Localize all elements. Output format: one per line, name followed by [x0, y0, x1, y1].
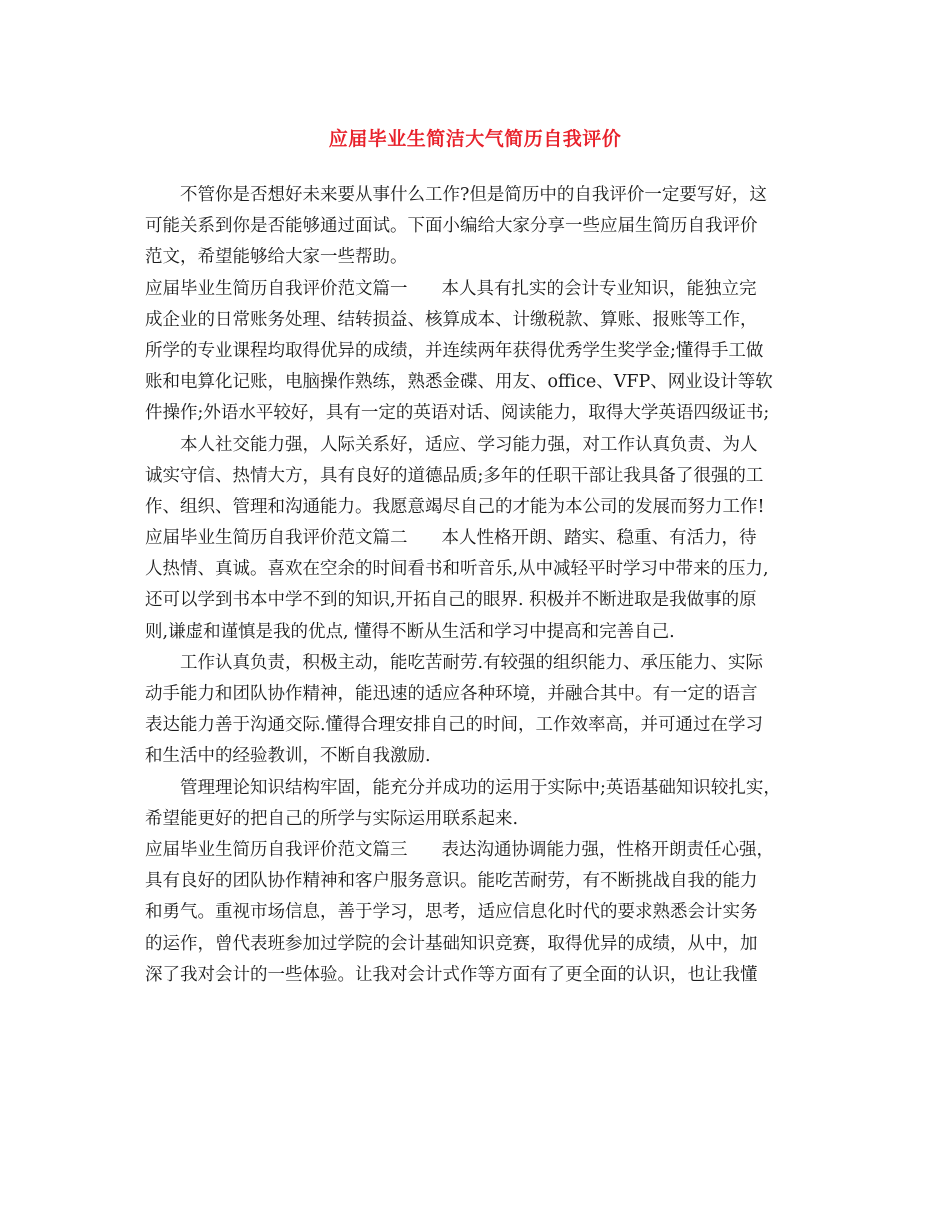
text-line: 人热情、真诚。喜欢在空余的时间看书和听音乐,从中减轻平时学习中带来的压力,: [145, 559, 769, 580]
text-line: 范文，希望能够给大家一些帮助。: [145, 247, 408, 268]
text-line: 成企业的日常账务处理、结转损益、核算成本、计缴税款、算账、报账等工作，: [145, 309, 758, 330]
text-line: 动手能力和团队协作精神，能迅速的适应各种环境，并融合其中。有一定的语言: [145, 684, 758, 704]
text-line: 件操作;外语水平较好，具有一定的英语对话、阅读能力，取得大学英语四级证书;: [145, 403, 770, 424]
text-line: 深了我对会计的一些体验。让我对会计式作等方面有了更全面的认识，也让我懂: [145, 964, 758, 985]
section-text: 本人具有扎实的会计专业知识，能独立完: [441, 278, 757, 299]
text-line: 不管你是否想好未来要从事什么工作?但是简历中的自我评价一定要写好，这: [180, 185, 767, 205]
text-line: 所学的专业课程均取得优异的成绩，并连续两年获得优秀学生奖学金;懂得手工做: [145, 340, 764, 361]
section-heading: 应届毕业生简历自我评价范文篇三: [145, 839, 408, 860]
text-line: 账和电算化记账，电脑操作熟练，熟悉金碟、用友、office、VFP、网业设计等软: [145, 372, 773, 393]
text-line: 表达能力善于沟通交际.懂得合理安排自己的时间，工作效率高，并可通过在学习: [145, 715, 764, 736]
text-line: [145, 835, 813, 866]
text-line: 具有良好的团队协作精神和客户服务意识。能吃苦耐劳，有不断挑战自我的能力: [145, 871, 758, 892]
document-title: 应届毕业生简洁大气简历自我评价: [328, 128, 622, 150]
section-text: 表达沟通协调能力强，性格开朗责任心强，: [441, 839, 774, 860]
document-body: [145, 180, 813, 991]
text-line: 工作认真负责，积极主动，能吃苦耐劳.有较强的组织能力、承压能力、实际: [180, 652, 764, 673]
text-line: 管理理论知识结构牢固，能充分并成功的运用于实际中;英语基础知识较扎实，: [180, 777, 781, 798]
text-line: 可能关系到你是否能够通过面试。下面小编给大家分享一些应届生简历自我评价: [145, 216, 758, 237]
text-line: 希望能更好的把自己的所学与实际运用联系起来.: [145, 808, 519, 829]
text-line: 诚实守信、热情大方，具有良好的道德品质;多年的任职干部让我具备了很强的工: [145, 465, 764, 486]
text-line: 的运作，曾代表班参加过学院的会计基础知识竞赛，取得优异的成绩，从中，加: [145, 933, 758, 954]
section-heading: 应届毕业生简历自我评价范文篇二: [145, 528, 408, 549]
text-line: 本人社交能力强，人际关系好，适应、学习能力强，对工作认真负责、为人: [180, 434, 758, 455]
text-line: 则,谦虚和谨慎是我的优点, 懂得不断从生活和学习中提高和完善自己.: [145, 621, 675, 642]
text-line: 和勇气。重视市场信息，善于学习，思考，适应信息化时代的要求熟悉会计实务: [145, 902, 758, 923]
text-line: 和生活中的经验教训，不断自我激励.: [145, 746, 431, 767]
text-line: [145, 523, 813, 554]
text-line: 作、组织、管理和沟通能力。我愿意竭尽自己的才能为本公司的发展而努力工作!: [145, 496, 765, 517]
text-line: 还可以学到书本中学不到的知识,开拓自己的眼界. 积极并不断进取是我做事的原: [145, 590, 757, 611]
section-text: 本人性格开朗、踏实、稳重、有活力，待: [441, 528, 757, 549]
text-line: [145, 274, 813, 305]
section-heading: 应届毕业生简历自我评价范文篇一: [145, 278, 408, 299]
